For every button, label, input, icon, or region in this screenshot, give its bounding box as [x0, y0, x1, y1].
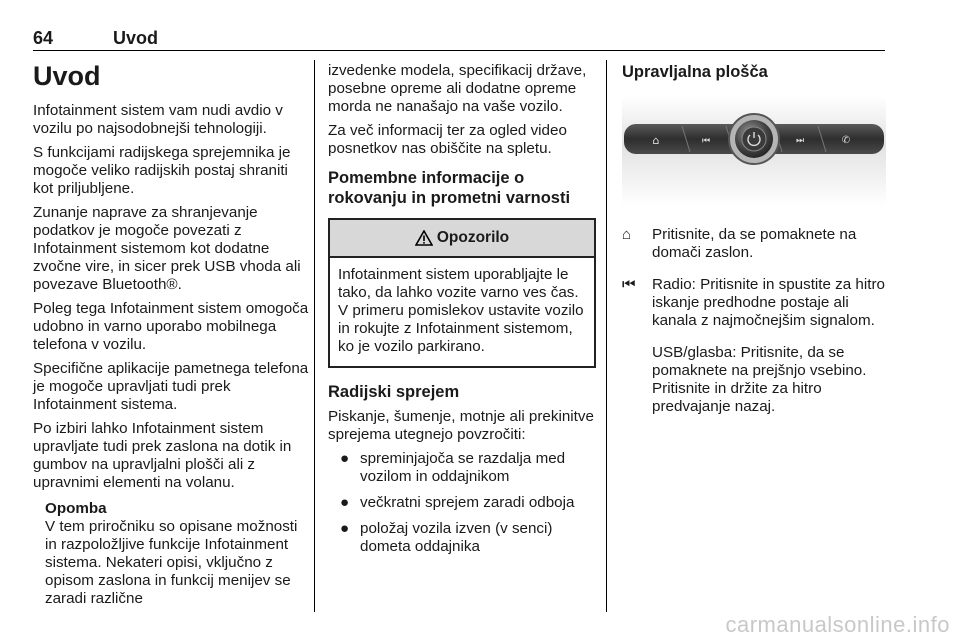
column-1 — [33, 60, 309, 608]
skip-back-icon: ⏮ — [622, 276, 636, 293]
warning-header — [330, 220, 594, 258]
note-label: Opomba — [45, 500, 107, 517]
home-icon: ⌂ — [622, 226, 632, 243]
paragraph: Po izbiri lahko Infotainment sistem upravljate tudi prek zaslona na dotik in gumbov na upravljalni plošči ali z upravnimi elementi na volanu. — [33, 420, 292, 491]
paragraph: Infotainment sistem vam nudi avdio v vozilu po najsodobnejši tehnologiji. — [33, 102, 283, 137]
warning-title: Opozorilo — [436, 229, 510, 246]
control-entry-usb — [622, 344, 886, 416]
entry-text: Radio: Pritisnite in spustite za hitro iskanje predhodne postaje ali kanala z najmočnejšim signalom. — [652, 276, 885, 329]
control-entry-home — [622, 226, 886, 262]
svg-text:⌂: ⌂ — [652, 134, 660, 147]
paragraph: izvedenke modela, specifikacij države, posebne opreme ali dodatne opreme morda ne nanašajo na vaše vozilo. — [328, 62, 587, 115]
page-number: 64 — [33, 28, 54, 48]
list-item: ● položaj vozila izven (v senci) dometa oddajnika — [340, 520, 553, 555]
bullet-icon: ● — [340, 450, 350, 467]
list-item: ● spreminjajoča se razdalja med vozilom in oddajnikom — [340, 450, 566, 485]
entry-text: Pritisnite, da se pomaknete na domači zaslon. — [652, 226, 857, 261]
warning-text: Infotainment sistem uporabljajte le tako, da lahko vozite varno ves čas. V primeru pomislekov ustavite vozilo in rokujte z Infotainment sistemom, ko je vozilo parkirano. — [338, 266, 584, 355]
bullet-icon: ● — [340, 520, 350, 537]
svg-text:✆: ✆ — [841, 135, 851, 146]
paragraph: Poleg tega Infotainment sistem omogoča udobno in varno uporabo mobilnega telefona v vozilu. — [33, 300, 309, 353]
paragraph: Piskanje, šumenje, motnje ali prekinitve sprejema utegnejo povzročiti: — [328, 408, 594, 443]
control-panel-image — [622, 96, 886, 206]
column-2 — [328, 62, 596, 564]
column-3 — [622, 62, 886, 430]
header-section-title: Uvod — [113, 28, 158, 48]
paragraph: Za več informacij ter za ogled video posnetkov nas obiščite na spletu. — [328, 122, 567, 157]
entry-text: USB/glasba: Pritisnite, da se pomaknete na prejšnjo vsebino. Pritisnite in držite za hitro predvajanje nazaj. — [652, 344, 867, 415]
heading-safety: Pomembne informacije o rokovanju in prometni varnosti — [328, 169, 571, 207]
paragraph: Zunanje naprave za shranjevanje podatkov je mogoče povezati z Infotainment sistemom kot dodatne zvočne vire, in sicer prek USB vhoda ali povezave Bluetooth®. — [33, 204, 301, 293]
paragraph: S funkcijami radijskega sprejemnika je mogoče veliko radijskih postaj shraniti kot priljubljene. — [33, 144, 291, 197]
svg-text:⏭: ⏭ — [795, 136, 805, 146]
bullet-icon: ● — [340, 494, 350, 511]
control-panel-illustration — [622, 96, 886, 206]
warning-icon — [415, 230, 433, 246]
list-item: ● večkratni sprejem zaradi odboja — [340, 494, 575, 511]
heading-radio: Radijski sprejem — [328, 383, 460, 401]
watermark: carmanualsonline.info — [725, 612, 950, 637]
control-entry-skip-back — [622, 276, 886, 330]
heading-control-panel: Upravljalna plošča — [622, 63, 768, 81]
page-title: Uvod — [33, 61, 101, 91]
column-divider — [606, 60, 607, 612]
paragraph: Specifične aplikacije pametnega telefona je mogoče upravljati tudi prek Infotainment sistema. — [33, 360, 309, 413]
note-text: V tem priročniku so opisane možnosti in razpoložljive funkcije Infotainment sistema. Nekateri opisi, vključno z opisom zaslona in funkcij menijev se zaradi različne — [45, 518, 298, 607]
page-header — [33, 26, 885, 51]
bullet-list — [328, 450, 596, 556]
note-block — [45, 500, 309, 608]
warning-box — [328, 218, 596, 368]
column-divider — [314, 60, 315, 612]
svg-text:⏮: ⏮ — [701, 136, 711, 146]
